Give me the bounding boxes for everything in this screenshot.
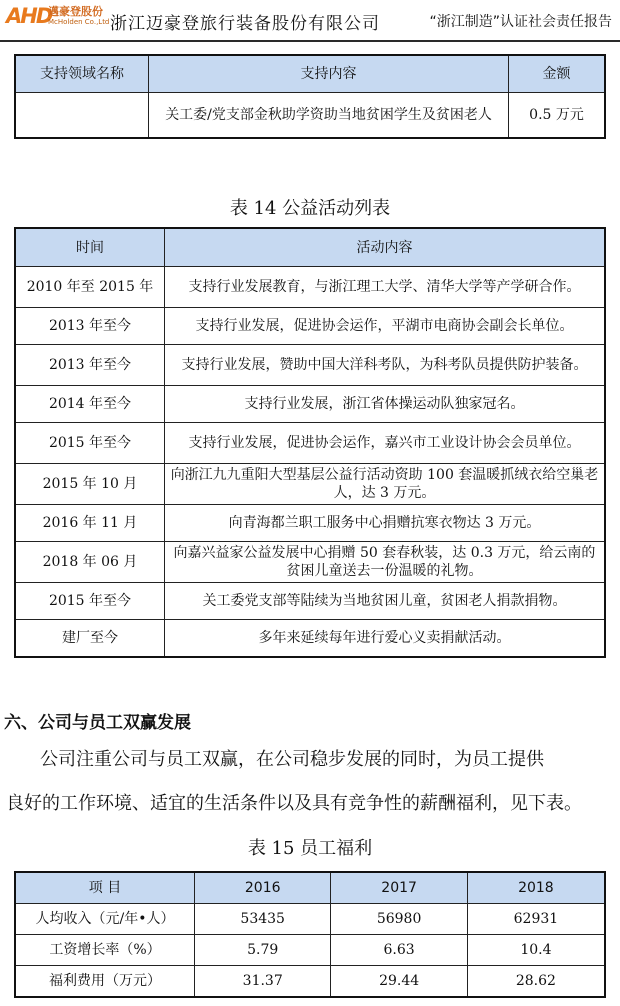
table-cell: 支持行业发展教育，与浙江理工大学、清华大学等产学研合作。 [165, 267, 606, 308]
column-header: 金额 [509, 55, 605, 93]
table-row [15, 505, 605, 542]
paragraph-line: 良好的工作环境、适宜的生活条件以及具有竞争性的薪酬福利，见下表。 [6, 793, 582, 814]
table14-caption: 表 14 公益活动列表 [229, 198, 391, 219]
logo-mark: AHD [6, 4, 52, 28]
table-cell: 向青海都兰职工服务中心捐赠抗寒衣物达 3 万元。 [165, 505, 606, 542]
table-cell: 28.62 [467, 966, 605, 998]
table-cell: 关工委党支部等陆续为当地贫困儿童，贫困老人捐款捐物。 [165, 583, 606, 620]
table-cell: 多年来延续每年进行爱心义卖捐献活动。 [165, 620, 606, 658]
column-header: 活动内容 [165, 228, 606, 267]
table-row [15, 542, 605, 583]
column-header: 支持内容 [149, 55, 509, 93]
column-header: 2016 [195, 872, 331, 904]
table-cell: 福利费用（万元） [15, 966, 195, 998]
table-cell: 人均收入（元/年•人） [15, 904, 195, 935]
table-cell: 31.37 [195, 966, 331, 998]
table-cell: 2015 年 10 月 [15, 464, 165, 505]
table-cell: 2014 年至今 [15, 386, 165, 423]
table-cell: 建厂至今 [15, 620, 165, 658]
table-cell: 2015 年至今 [15, 583, 165, 620]
column-header: 2017 [331, 872, 467, 904]
table-cell: 62931 [467, 904, 605, 935]
table-row [15, 464, 605, 505]
table-row [15, 966, 605, 998]
table-cell: 支持行业发展，促进协会运作，嘉兴市工业设计协会会员单位。 [165, 423, 606, 464]
table-header-row [15, 872, 605, 904]
table-row [15, 345, 605, 386]
table-cell: 2016 年 11 月 [15, 505, 165, 542]
column-header: 支持领域名称 [15, 55, 149, 93]
paragraph-line: 公司注重公司与员工双赢，在公司稳步发展的同时，为员工提供 [40, 749, 544, 770]
table-cell: 0.5 万元 [509, 93, 605, 139]
table-cell: 2018 年 06 月 [15, 542, 165, 583]
table-row [15, 308, 605, 345]
table-cell: 支持行业发展，促进协会运作，平湖市电商协会副会长单位。 [165, 308, 606, 345]
table-cell: 关工委/党支部金秋助学资助当地贫困学生及贫困老人 [149, 93, 509, 139]
table-row [15, 620, 605, 658]
table-cell: 支持行业发展，浙江省体操运动队独家冠名。 [165, 386, 606, 423]
table-cell: 10.4 [467, 935, 605, 966]
table15-caption: 表 15 员工福利 [247, 838, 373, 859]
logo-english-name: McHolden Co.,Ltd [48, 18, 110, 26]
table-cell: 5.79 [195, 935, 331, 966]
table-cell: 2013 年至今 [15, 308, 165, 345]
charity-activities-table [14, 227, 606, 658]
table-cell: 2013 年至今 [15, 345, 165, 386]
company-logo [6, 2, 110, 32]
logo-chinese-name: 邁豪登股份 [48, 5, 103, 18]
table-cell: 支持行业发展，赞助中国大洋科考队，为科考队员提供防护装备。 [165, 345, 606, 386]
table-cell: 29.44 [331, 966, 467, 998]
table-row [15, 904, 605, 935]
table-cell [15, 93, 149, 139]
page-header [0, 0, 620, 42]
table-cell: 工资增长率（%） [15, 935, 195, 966]
column-header: 2018 [467, 872, 605, 904]
table-cell: 2015 年至今 [15, 423, 165, 464]
table-cell: 6.63 [331, 935, 467, 966]
table-cell: 向浙江九九重阳大型基层公益行活动资助 100 套温暖抓绒衣给空巢老人，达 3 万元。 [165, 464, 606, 505]
table-row [15, 423, 605, 464]
support-table [14, 54, 606, 139]
table-cell: 2010 年至 2015 年 [15, 267, 165, 308]
column-header: 项 目 [15, 872, 195, 904]
table-cell: 向嘉兴益家公益发展中心捐赠 50 套春秋装，达 0.3 万元，给云南的贫困儿童送去一份温暖的礼物。 [165, 542, 606, 583]
table-cell: 53435 [195, 904, 331, 935]
table-row [15, 583, 605, 620]
section-heading: 六、公司与员工双赢发展 [4, 713, 191, 733]
company-name: 浙江迈豪登旅行装备股份有限公司 [110, 14, 380, 34]
column-header: 时间 [15, 228, 165, 267]
employee-benefits-table [14, 871, 606, 998]
table-row [15, 386, 605, 423]
table-header-row [15, 55, 605, 93]
table-header-row [15, 228, 605, 267]
table-row [15, 267, 605, 308]
table-row [15, 93, 605, 139]
report-title: “浙江制造”认证社会责任报告 [429, 14, 612, 30]
table-cell: 56980 [331, 904, 467, 935]
table-row [15, 935, 605, 966]
